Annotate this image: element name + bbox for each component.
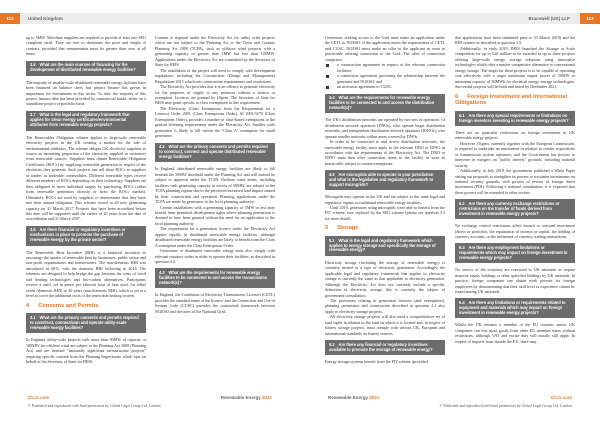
question-box bbox=[26, 61, 146, 76]
body-paragraph: Microgrids may operate in the UK and are subject to the same legal and regulatory regime as traditional renewable energy facilities. bbox=[325, 194, 445, 205]
body-paragraph: Until 2019, generators using microgrids were able to benefit from the FIT scheme, now replaced by the SEG scheme (please see question 3.5 for more detail). bbox=[325, 204, 445, 221]
question-number: 4.1 bbox=[30, 314, 36, 320]
right-page-number: 113 bbox=[580, 13, 600, 24]
question-box bbox=[325, 94, 445, 114]
body-paragraph: No exchange control restrictions affect inward or outward investment (direct or portfolio), the repatriation of income or capital, the holding of currency accounts, or the settlement of currency trading transactions. bbox=[455, 223, 575, 239]
question-text: Are there any special requirements or limitations on foreign investors investing in renewable energy projects? bbox=[459, 112, 569, 123]
question-text: What are the main sources of financing for the development of distributed renewable energy facilities? bbox=[30, 62, 136, 73]
question-number: 5.2 bbox=[329, 341, 335, 347]
body-paragraph: There are no particular restrictions on foreign investment in UK renewable energy projects. bbox=[455, 129, 575, 141]
left-page-column-1 bbox=[26, 35, 146, 364]
body-paragraph: Certain installations with a generating capacity of 5MW or less may benefit from permitted development rights where planning permission is deemed to have been granted without the need for an application to the local planning authority. bbox=[155, 204, 275, 226]
body-paragraph: that applications have been submitted prior to 31 March 2019) and the RHI scheme as described at question 3.5. bbox=[455, 35, 575, 46]
question-text: What are the primary consents and permits required to construct, connect/own and operate utility-scale renewable energy facilities? bbox=[30, 314, 139, 330]
body-paragraph: Generators seeking access to the Grid must make an application under the CETL to NGESO. If the application meets the requirements of CETL and CUSC, NGESO must make an offer to the applicant as soon as practicable offering connection to the Grid. The offer of connection comprises: bbox=[325, 35, 445, 62]
question-number: 6.1 bbox=[459, 112, 465, 118]
body-paragraph: Consent is required under the Electricity Act for utility scale projects which are not subject to the Planning Act or the Town and Country Planning Act 1990 (TCPA), such as offshore wind projects with a generating capacity of greater than 1MW but less than 100MW. Applications under the Electricity Act are considered by the Secretary of State for BEIS. bbox=[155, 35, 275, 68]
bullet-item: an accession agreement to CUSC. bbox=[325, 84, 445, 89]
question-text: What is the legal and regulatory framework that applies for clean energy certificates/environmental attributes from renewable energy projects? bbox=[30, 112, 130, 128]
question-text: What is the legal and regulatory framework which applies to energy storage and specifically the storage of renewable energy? bbox=[329, 237, 436, 253]
question-text: Are there financial or regulatory incentives or mechanisms in place to promote the purchase of renewable energy by the private sector? bbox=[30, 227, 126, 243]
question-text: Are microgrids able to operate in your jurisdiction and what is the legislative and regulatory framework to support microgrids? bbox=[329, 171, 434, 187]
body-paragraph: Generators of distributed renewable energy must also comply with relevant statutory codes in order to operate their facilities, as described in question 4.4. bbox=[155, 248, 275, 265]
publication-year: 2021 bbox=[261, 395, 272, 400]
question-number: 3.6 bbox=[30, 62, 36, 68]
body-paragraph: In England, utility-scale projects with more than 50MW of capacity or 100MW for offshore wind are subject to the Planning Act 2008 (Planning Act) and are deemed "nationally significant infrastructure projects" requiring specific consent from the Planning Inspectorate which opts on behalf of the Secretary of State for BEIS. bbox=[26, 337, 146, 364]
question-text: Are there any employment limitations or requirements which may impact on foreign investment in renewable energy projects? bbox=[459, 244, 568, 260]
question-number: 4.2 bbox=[159, 144, 165, 150]
left-footer-copyright: © Published and reproduced with kind permission by Global Legal Group Ltd, London bbox=[28, 404, 161, 408]
section-title: Storage bbox=[337, 225, 359, 232]
right-page-column-2 bbox=[455, 35, 575, 344]
body-paragraph: The provisions relating to generation licences (and exemptions), planning permission and construction described at question 4.1 also apply to electricity storage projects. bbox=[325, 298, 445, 314]
body-paragraph: The Renewables Obligation scheme applies to large-scale renewable electricity projects in the UK creating a market for the sale of environmental attributes. The scheme obliges UK electricity suppliers to source an increasing proportion of the electricity supplied to customers from renewable sources. Suppliers must obtain Renewable Obligation Certificates (ROCs) by supplying renewable generation in respect of the electricity they generate. Such projects can sell these ROCs to suppliers or traders as tradeable commodities. Different renewable types receive different numbers of ROCs depending on their technology. Suppliers are then obligated to meet individual targets by purchasing ROCs (either from renewable generators directly or from the ROCs market). Ultimately, ROCs are used by suppliers to demonstrate that they have met their annual obligation. This scheme closed to all new generating capacity on 31 March 2017. Projects that have been accredited before this date will be supported until the earlier of 20 years from the date of accreditation and 31 March 2037. bbox=[26, 134, 146, 222]
question-number: 5.1 bbox=[329, 237, 335, 243]
left-footer-publication bbox=[221, 395, 272, 400]
right-footer-publication bbox=[328, 395, 379, 400]
question-box bbox=[26, 313, 146, 333]
section-number: 4 bbox=[26, 302, 30, 309]
section-number: 5 bbox=[325, 225, 329, 232]
body-paragraph: The installation of the project will need to comply with development regulations, including the Construction (Design and Management) Regulations 2015 which sets construction requirements and restrictions. bbox=[155, 67, 275, 84]
body-paragraph: The UK's distribution networks are operated by two sets of operators: 14 distribution network operators (DNOs), who operate larger distribution networks, and independent distribution network operators (IDNOs), who operate smaller networks within areas covered by DNOs. bbox=[325, 117, 445, 139]
body-paragraph: Additionally, in July 2018, the government published a White Paper setting out proposals to strengthen its powers to scrutinise investments on national security grounds, with powers of review of foreign direct investment (FDI). Following a national consultation, it is expected that these powers will be extended to other sectors. bbox=[455, 168, 575, 195]
section-heading bbox=[455, 94, 575, 108]
body-paragraph: Additionally, in early 2019, BEIS launched the Storage at Scale competition for up to £20 million to be awarded to up to three projects offering large-scale energy storage solutions using innovative technologies which offer a market competitive alternative to conventional energy storage. The target for these projects is to be capable of operating cost effectively with a target maximum output power of 50MW or minimum capacity of 50MWh for electrical energy storage technologies. Successful projects will be built and tested by December 2021. bbox=[455, 45, 575, 90]
body-paragraph: In England, distributed renewable energy facilities are likely to fall beneath the 50MW threshold under the Planning Act and will instead be subject to approval under the TCPA. Onshore wind farms, including facilities with generating capacity in excess of 50MW, are subject to the TCPA planning regime due to the perceived increased land impact caused by their construction and operation. Planning applications under the TCPA are made by generators to the local planning authority. bbox=[155, 166, 275, 205]
question-text: Are there any limitations or requirements related to equipment and materials which may impact on foreign investment in renewable energy projects? bbox=[459, 299, 566, 315]
question-box bbox=[325, 340, 445, 355]
body-paragraph: The Electricity (Class Exemptions from the Requirement for a Licence) Order 2001 (Class Exemptions Order), SI 2001/3270 (Class Exemptions Order), provides a number of class-based exemptions to the general licensing requirements under the Electricity Act. Smaller scale generation is likely to fall within the "Class A" exemption for small generators. bbox=[155, 105, 275, 139]
question-box bbox=[455, 298, 575, 318]
right-footer-site-link[interactable]: ICLG.com bbox=[550, 395, 572, 400]
body-paragraph: Electricity storage (including the storage of renewable energy) is currently treated as a type of electricity generation. Accordingly, the applicable legal and regulatory framework that applies to electricity storage is currently the same as that applicable to electricity generation. Although the Electricity Act does not currently include a specific definition of electricity storage, this is currently the subject of government consultation. bbox=[325, 259, 445, 298]
right-footer-copyright: © Published and reproduced with kind permission by Global Legal Group Ltd, London bbox=[439, 404, 572, 408]
question-number: 4.4 bbox=[329, 95, 335, 101]
section-title: Consents and Permits bbox=[38, 302, 99, 309]
question-text: What are the requirements for renewable energy facilities to be connected to and access the distribution network(s)? bbox=[329, 95, 435, 110]
question-number: 4.5 bbox=[329, 171, 335, 177]
question-text: What are the requirements for renewable energy facilities to be connected to and access the transmission network(s)? bbox=[159, 269, 268, 285]
publication-name: Renewable Energy bbox=[328, 395, 369, 400]
body-paragraph: The Electricity Act provides that it is an offence to generate electricity for the purposes of supply to any premises without a licence or exemption. Licences are granted by Ofgem. The Secretary of State for BEIS may grant specific or class exemptions to this requirement. bbox=[155, 84, 275, 106]
question-number: 3.8 bbox=[30, 227, 36, 233]
bullet-list bbox=[325, 62, 445, 89]
question-text: What are the primary consents and permits required to construct, connect and operate distributed renewable energy facilities? bbox=[159, 144, 268, 159]
question-box bbox=[155, 268, 275, 288]
question-box bbox=[155, 143, 275, 163]
publication-year: 2021 bbox=[369, 395, 380, 400]
body-paragraph: However, Ofgem, currently together with the European Commission, is required to undertake an assessment in relation to certain acquisitions of transmission system operators, and the Government has powers to intervene in mergers on "public interest" grounds, including national security. bbox=[455, 140, 575, 168]
question-box bbox=[455, 111, 575, 126]
section-heading bbox=[26, 303, 146, 310]
body-paragraph: All electricity storage projects will also need a comprehensive set of land rights in relation to the land on which it is located and, in respect of battery storage projects, must comply with various UK, European and international standards on battery sources. bbox=[325, 314, 445, 336]
question-box bbox=[325, 236, 445, 256]
publication-name: Renewable Energy bbox=[220, 395, 261, 400]
section-title: Foreign Investment and International Obligations bbox=[455, 93, 568, 107]
question-box bbox=[455, 243, 575, 263]
question-box bbox=[26, 111, 146, 131]
question-number: 6.2 bbox=[459, 200, 465, 206]
question-text: Are there any currency exchange restrictions or restrictions on the transfer of funds derived from investment in renewable energy projects? bbox=[459, 200, 560, 216]
question-box bbox=[325, 170, 445, 190]
body-paragraph: up to 5MW. Merchant suppliers are required to provide at least one SEG compliant tariff. They are free to determine the price and length of contract, provided that remuneration must be greater than zero at all times. bbox=[26, 35, 146, 57]
left-footer-site-link[interactable]: ICLG.com bbox=[28, 395, 50, 400]
body-paragraph: In England, the Conditions of Electricity Transmission Licences (CETL) provides the standard terms of the licence, and the Connection and Use of System Code (CUSC) provides the contractual framework between NGESO and the users of the National Grid. bbox=[155, 292, 275, 314]
body-paragraph: Whilst the UK remains a member of the EU customs union, UK companies can buy most goods from other EU member states without restrictions, although VAT and excise duty will usually still apply. In respect of imports from outside the EU, there may bbox=[455, 322, 575, 344]
question-box bbox=[26, 226, 146, 246]
left-running-title: United Kingdom bbox=[28, 16, 63, 21]
question-number: 3.7 bbox=[30, 112, 36, 118]
left-page-number: 112 bbox=[0, 13, 20, 24]
bullet-item: a connection agreement governing the relationship between the generator and NGESO; and bbox=[325, 73, 445, 84]
body-paragraph: The requirement for a generation licence under the Electricity Act applies equally to distributed renewable energy facilities, although distributed renewable energy facilities are likely to benefit from the Class A exemption under the Class Exemptions Order. bbox=[155, 226, 275, 248]
bullet-item: a construction agreement in respect of the relevant connection facilities; bbox=[325, 62, 445, 73]
body-paragraph: In order to be connected to and access distribution networks, the renewable energy facility must apply to the relevant DNO or IDNO in accordance with the requirements of the Electricity Act. The DNO or IDNO must then offer connection terms to the facility as soon as practicable, subject to certain exemptions. bbox=[325, 139, 445, 166]
right-page-column-1 bbox=[325, 35, 445, 364]
section-heading bbox=[325, 225, 445, 232]
body-paragraph: No sectors of the economy are restricted to UK nationals or require majority equity holdings or other specified holdings by UK nationals. In practice, foreign companies can obtain work permits for foreign employees by demonstrating that their skill level or experience cannot be found among UK nationals. bbox=[455, 267, 575, 294]
question-number: 4.3 bbox=[159, 269, 165, 275]
question-number: 6.4 bbox=[459, 299, 465, 305]
body-paragraph: Energy storage systems benefit from the FIT scheme (provided bbox=[325, 358, 428, 364]
question-box bbox=[455, 199, 575, 219]
question-number: 6.3 bbox=[459, 244, 465, 250]
right-running-title: Bracewell (UK) LLP bbox=[528, 16, 570, 21]
body-paragraph: The majority of smaller-scale distributed renewable energy facilities have been financed on balance sheet, but project finance has grown in importance for investments in this sector. To date, the majority of this project finance debt has been provided by commercial banks, either on a standalone project or portfolio basis. bbox=[26, 79, 146, 107]
left-page-column-2 bbox=[155, 35, 275, 314]
question-text: Are there any financial or regulatory incentives available to promote the storage of renewable energy? bbox=[329, 341, 433, 352]
section-number: 6 bbox=[455, 93, 459, 100]
body-paragraph: The Renewable Heat Incentive (RHI) is a financial incentive to encourage the uptake of renewable heat by businesses, public sector and non-profit organisations and homeowners. The non-domestic RHI was introduced in 2011, with the domestic RHI following in 2014. The schemes are designed to help bridge the gap between the costs of fossil fuel heating technologies and low-carbon alternatives. Participants receive a tariff, set in pence per kilowatt hour of heat used, for either seven (domestic RHI) or 20 years (non-domestic RHI), which is set at a level to cover the additional costs of the renewable heating system. bbox=[26, 249, 146, 299]
